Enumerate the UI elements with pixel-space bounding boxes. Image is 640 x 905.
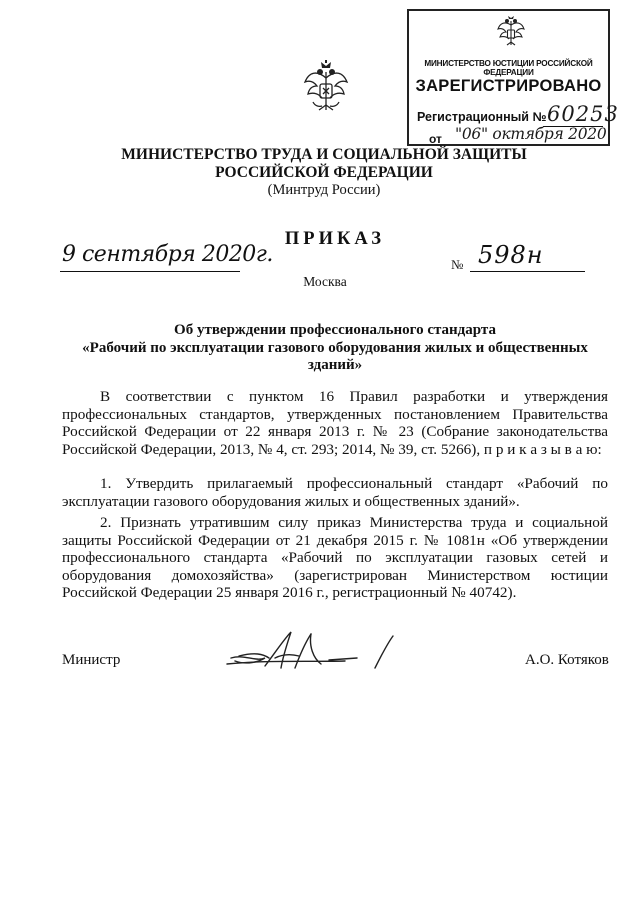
handwritten-signature: [225, 628, 410, 676]
preamble-paragraph: В соответствии с пунктом 16 Правил разработки и утверждения профессиональных стандартов, утвержденных постановлением Правительства Российской Федерации от 22 января 2013 г. № 23 (Собрание законодательства Российской Федерации, 2013, № 4, ст. 293; 2014, № 39, ст. 5266), п р и к а з ы в а ю:: [62, 388, 608, 458]
registration-stamp: [407, 9, 619, 146]
order-date-underline: [60, 271, 240, 272]
stamp-date-label: от: [429, 132, 442, 146]
stamp-reg-number: 60253: [547, 102, 619, 126]
subject-line1: Об утверждении профессионального стандарта: [174, 322, 496, 338]
subject-line2: «Рабочий по эксплуатации газового оборудования жилых и общественных: [82, 340, 588, 356]
stamp-ministry-name: МИНИСТЕРСТВО ЮСТИЦИИ РОССИЙСКОЙ ФЕДЕРАЦИИ: [424, 59, 593, 77]
signatory-title: Министр: [62, 652, 121, 668]
ministry-short-name: (Минтруд России): [267, 182, 381, 198]
order-item-2: 2. Признать утратившим силу приказ Министерства труда и социальной защиты Российской Федерации от 21 декабря 2015 г. № 1081н «Об утверждении профессионального стандарта «Рабочий по эксплуатации газовых сетей и оборудования домохозяйства» (зарегистрирован Министерством юстиции Российской Федерации 25 января 2016 г., регистрационный № 40742).: [62, 514, 608, 601]
order-number-label: №: [451, 257, 464, 272]
stamp-emblem-icon: [496, 15, 526, 49]
stamp-date-value: "06" октября 2020: [455, 125, 607, 143]
ministry-name-line1: МИНИСТЕРСТВО ТРУДА И СОЦИАЛЬНОЙ ЗАЩИТЫ: [121, 146, 527, 163]
coat-of-arms-icon: [303, 60, 349, 118]
signatory-name: А.О. Котяков: [525, 652, 609, 668]
stamp-status: ЗАРЕГИСТРИРОВАНО: [415, 77, 602, 95]
order-item-1: 1. Утвердить прилагаемый профессиональный стандарт «Рабочий по эксплуатации газового оборудования жилых и общественных зданий».: [62, 475, 608, 510]
order-city: Москва: [303, 274, 347, 289]
ministry-name-line2: РОССИЙСКОЙ ФЕДЕРАЦИИ: [215, 164, 433, 181]
subject-line3: зданий»: [307, 357, 363, 373]
order-date: 9 сентября 2020г.: [62, 242, 273, 267]
stamp-reg-label: Регистрационный №: [417, 110, 547, 124]
document-title: ПРИКАЗ: [284, 229, 386, 249]
order-number: 598н: [478, 241, 544, 269]
order-number-underline: [470, 271, 585, 272]
